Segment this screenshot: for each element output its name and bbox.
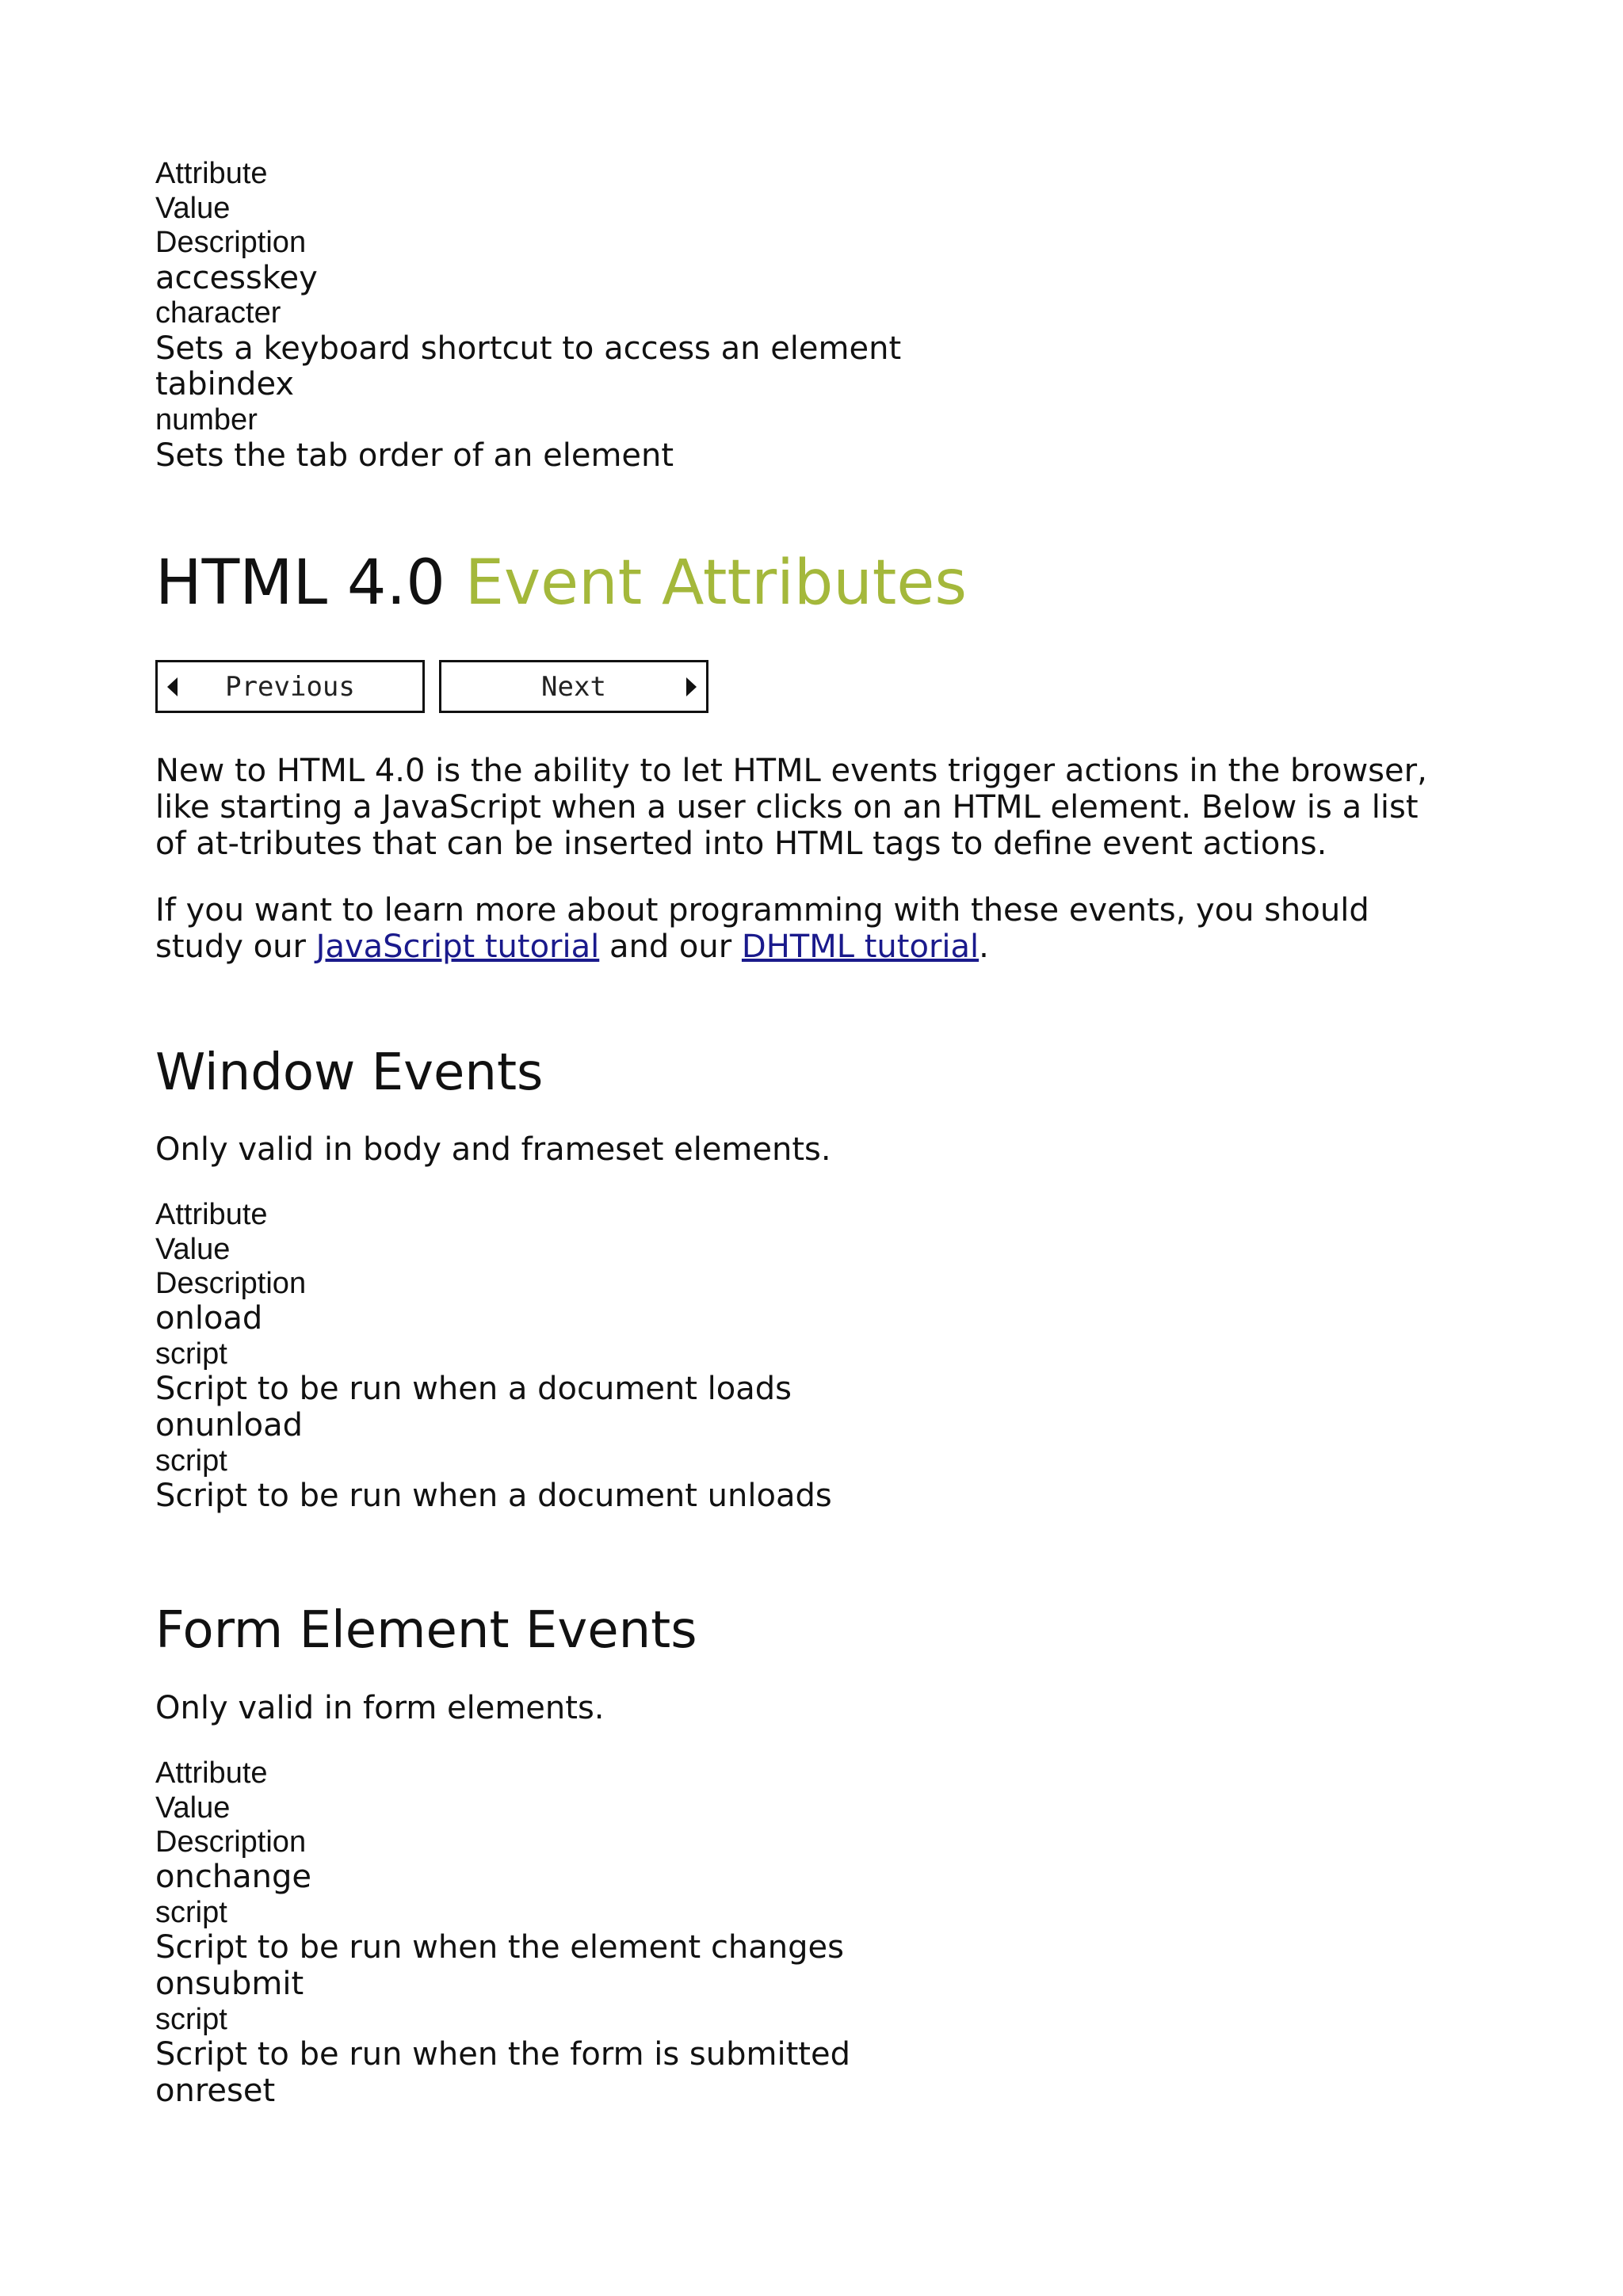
next-button[interactable] (439, 660, 708, 713)
table-header-description: Description (155, 1267, 307, 1300)
table-header-attribute: Attribute (155, 1198, 268, 1231)
table-cell-value: number (155, 403, 258, 437)
section-note: Only valid in body and frameset elements. (155, 1131, 831, 1168)
table-cell-value: script (155, 1444, 227, 1478)
arrow-left-icon (167, 677, 178, 696)
page-title-accent: Event Attributes (464, 547, 967, 619)
table-cell-attribute: onsubmit (155, 1966, 304, 2002)
table-header-description: Description (155, 226, 307, 259)
table-cell-description: Script to be run when a document loads (155, 1371, 792, 1407)
table-header-value: Value (155, 1791, 231, 1825)
table-cell-attribute: onreset (155, 2073, 276, 2109)
table-cell-value: script (155, 1337, 227, 1371)
tutorial-paragraph (155, 892, 1455, 965)
page-title (155, 547, 967, 619)
table-cell-attribute: tabindex (155, 366, 295, 402)
table-cell-value: script (155, 2003, 227, 2036)
table-cell-description: Sets a keyboard shortcut to access an element (155, 330, 902, 367)
previous-button-label: Previous (225, 670, 355, 703)
tutorial-text-middle: and our (599, 929, 742, 965)
table-header-attribute: Attribute (155, 1756, 268, 1790)
table-cell-description: Script to be run when a document unloads (155, 1478, 832, 1514)
table-cell-description: Script to be run when the form is submitted (155, 2036, 850, 2073)
section-heading-form-events: Form Element Events (155, 1601, 697, 1660)
table-cell-description: Script to be run when the element changes (155, 1929, 844, 1966)
table-cell-attribute: onchange (155, 1859, 312, 1895)
intro-paragraph: New to HTML 4.0 is the ability to let HTML events trigger actions in the browser, like starting a JavaScript when a user clicks on an HTML element. Below is a list of at-tributes that can be inserted into HTML tags to define event actions. (155, 753, 1427, 862)
section-heading-window-events: Window Events (155, 1043, 544, 1102)
section-note: Only valid in form elements. (155, 1690, 605, 1726)
table-header-description: Description (155, 1825, 307, 1859)
table-header-attribute: Attribute (155, 157, 268, 190)
table-cell-attribute: onload (155, 1300, 263, 1337)
previous-button[interactable] (155, 660, 425, 713)
table-cell-description: Sets the tab order of an element (155, 437, 674, 474)
table-cell-attribute: onunload (155, 1407, 304, 1444)
next-button-label: Next (541, 670, 606, 703)
table-cell-value: character (155, 296, 281, 330)
javascript-tutorial-link[interactable]: JavaScript tutorial (315, 929, 600, 965)
arrow-right-icon (686, 677, 697, 696)
table-header-value: Value (155, 192, 231, 225)
tutorial-text-start: If you want to learn more about programming with these events, you should study our (155, 892, 1369, 965)
tutorial-text-end: . (979, 929, 989, 965)
page-title-main: HTML 4.0 (155, 547, 445, 619)
table-cell-value: script (155, 1896, 227, 1929)
table-header-value: Value (155, 1233, 231, 1266)
dhtml-tutorial-link[interactable]: DHTML tutorial (741, 929, 980, 965)
table-cell-attribute: accesskey (155, 260, 318, 296)
